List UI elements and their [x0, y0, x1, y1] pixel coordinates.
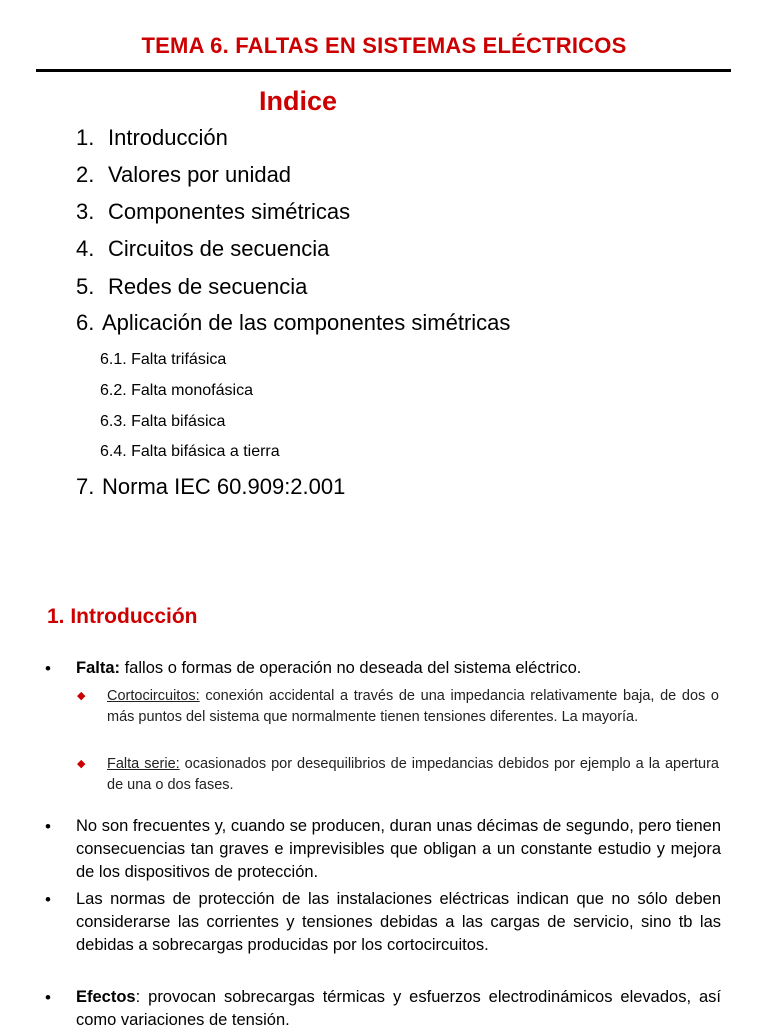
toc-item: 7. Norma IEC 60.909:2.001	[76, 474, 346, 499]
toc-item: 4. Circuitos de secuencia	[76, 236, 330, 261]
toc-subitem: 6.4. Falta bifásica a tierra	[100, 443, 280, 460]
cortocircuitos-paragraph: Cortocircuitos: conexión accidental a través de una impedancia relativamente baja, de dos o más puntos del sistema que normalmente tienen tensiones diferentes. La mayoría.	[107, 688, 719, 725]
bullet-icon: •	[45, 817, 51, 836]
falta-serie-paragraph: Falta serie: ocasionados por desequilibrios de impedancias debidos por ejemplo a la apertura de una o dos fases.	[107, 756, 719, 793]
toc-item: 5. Redes de secuencia	[76, 274, 308, 299]
index-heading: Indice	[259, 86, 338, 116]
page-title: TEMA 6. FALTAS EN SISTEMAS ELÉCTRICOS	[141, 33, 627, 58]
toc-item: 3. Componentes simétricas	[76, 199, 351, 224]
bullet-icon: •	[45, 988, 51, 1007]
section-heading: 1. Introducción	[47, 605, 198, 628]
toc-subitem: 6.1. Falta trifásica	[100, 351, 227, 368]
toc-item: 6. Aplicación de las componentes simétricas	[76, 310, 511, 335]
toc-subitem: 6.3. Falta bifásica	[100, 413, 226, 430]
diamond-bullet-icon: ◆	[77, 758, 86, 770]
bullet-icon: •	[45, 659, 51, 678]
toc-item: 2. Valores por unidad	[76, 162, 292, 187]
falta-paragraph: Falta: fallos o formas de operación no deseada del sistema eléctrico.	[76, 659, 582, 677]
normas-paragraph: Las normas de protección de las instalaciones eléctricas indican que no sólo deben considerarse las corrientes y tensiones debidas a las cargas de servicio, sino tb las debidas a sobrecargas producidas por los cortocircuitos.	[76, 890, 721, 954]
toc-subitem: 6.2. Falta monofásica	[100, 382, 253, 399]
toc-item: 1. Introducción	[76, 125, 228, 150]
title-divider	[36, 69, 731, 72]
bullet-icon: •	[45, 890, 51, 909]
diamond-bullet-icon: ◆	[77, 690, 86, 702]
frecuencia-paragraph: No son frecuentes y, cuando se producen, duran unas décimas de segundo, pero tienen consecuencias tan graves e imprevisibles que obligan a un constante estudio y mejora de los dispositivos de protección.	[76, 817, 721, 881]
efectos-paragraph: Efectos: provocan sobrecargas térmicas y esfuerzos electrodinámicos elevados, así como variaciones de tensión.	[76, 988, 721, 1029]
